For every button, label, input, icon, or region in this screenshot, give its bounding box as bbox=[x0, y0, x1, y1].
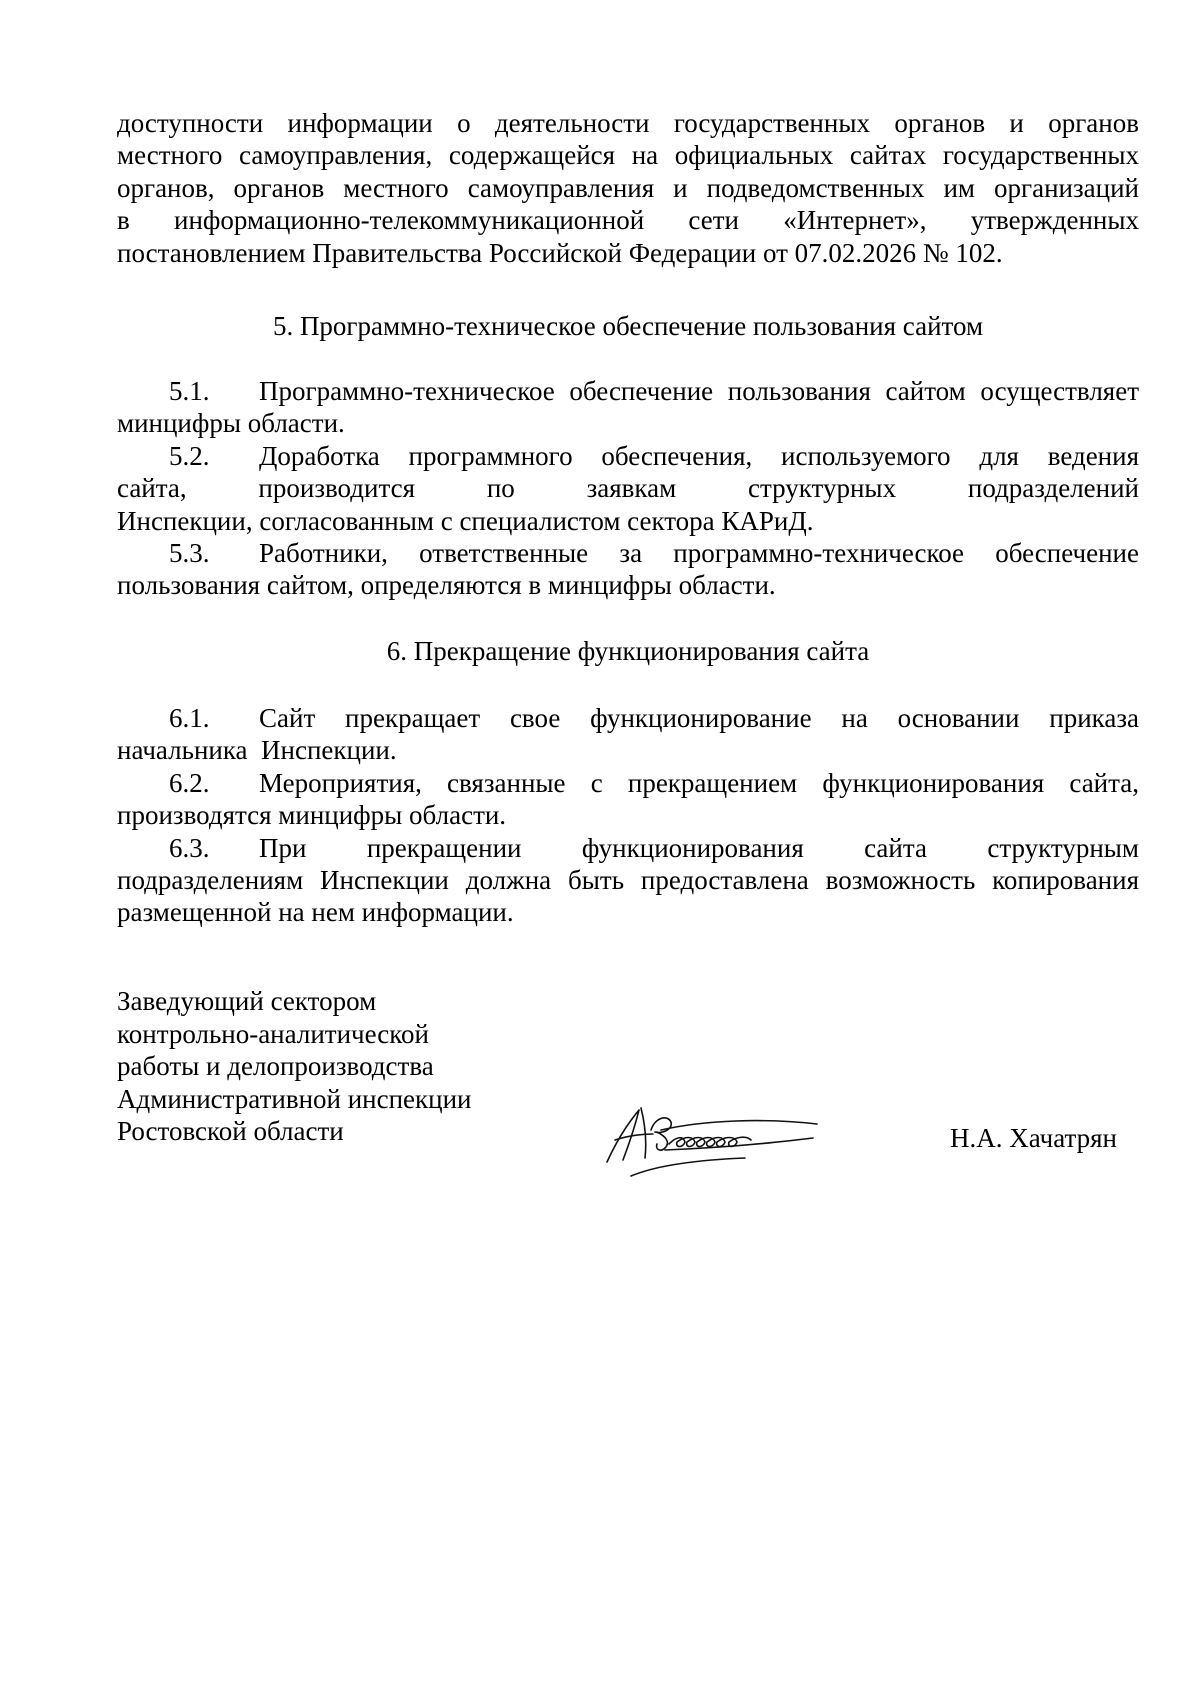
clause-first-line: Доработка программного обеспечения, используемого для ведения bbox=[259, 440, 1139, 471]
clause-5-3 bbox=[117, 537, 1139, 602]
clause-first-line: Работники, ответственные за программно-техническое обеспечение bbox=[259, 538, 1139, 569]
clause-number: 5.2. bbox=[169, 440, 210, 471]
intro-line: в информационно-телекоммуникационной сети «Интернет», утвержденных bbox=[117, 205, 1139, 236]
clause-number: 6.1. bbox=[169, 703, 210, 733]
clause-first-line: Сайт прекращает свое функционирование на основании приказа bbox=[259, 703, 1139, 733]
position-line: контрольно-аналитической bbox=[117, 1018, 429, 1049]
position-line: Заведующий сектором bbox=[117, 986, 377, 1016]
clause-text bbox=[117, 472, 1139, 537]
clause-6-3 bbox=[117, 832, 1139, 929]
clause-number: 5.3. bbox=[169, 538, 210, 569]
intro-line: местного самоуправления, содержащейся на официальных сайтах государственных bbox=[117, 140, 1139, 171]
clause-line: начальника Инспекции. bbox=[117, 735, 397, 766]
clause-number: 5.1. bbox=[169, 376, 210, 406]
clause-text bbox=[117, 407, 1139, 439]
handwritten-signature bbox=[595, 1100, 825, 1180]
clause-6-1 bbox=[117, 702, 1139, 767]
clause-6-2 bbox=[117, 767, 1139, 832]
clause-line: пользования сайтом, определяются в минцифры области. bbox=[117, 570, 776, 601]
clause-text bbox=[117, 734, 1139, 766]
signatory-position bbox=[117, 985, 472, 1148]
clause-line: подразделениям Инспекции должна быть предоставлена возможность копирования bbox=[117, 865, 1139, 896]
section-5-body bbox=[117, 375, 1139, 602]
clause-line: размещенной на нем информации. bbox=[117, 897, 514, 928]
position-line: Ростовской области bbox=[117, 1116, 344, 1146]
clause-first-line: При прекращении функционирования сайта структурным bbox=[259, 832, 1139, 863]
clause-line: производятся минцифры области. bbox=[117, 800, 507, 831]
position-line: Административной инспекции bbox=[117, 1083, 472, 1114]
clause-line: Инспекции, согласованным с специалистом сектора КАРиД. bbox=[117, 505, 814, 536]
clause-text bbox=[117, 799, 1139, 831]
clause-5-2 bbox=[117, 440, 1139, 537]
clause-text bbox=[117, 569, 1139, 601]
clause-first-line: Мероприятия, связанные с прекращением функционирования сайта, bbox=[259, 767, 1139, 798]
clause-line: сайта, производится по заявкам структурных подразделений bbox=[117, 473, 1139, 504]
intro-line: органов, органов местного самоуправления и подведомственных им организаций bbox=[117, 172, 1139, 203]
section-5-heading: 5. Программно-техническое обеспечение пользования сайтом bbox=[272, 311, 984, 341]
intro-line: доступности информации о деятельности государственных органов и органов bbox=[117, 108, 1139, 138]
intro-line: постановлением Правительства Российской Федерации от 07.02.2026 № 102. bbox=[117, 237, 1003, 268]
position-line: работы и делопроизводства bbox=[117, 1051, 434, 1081]
clause-number: 6.3. bbox=[169, 832, 210, 863]
clause-text bbox=[117, 864, 1139, 929]
intro-paragraph bbox=[117, 107, 1139, 269]
section-6-body bbox=[117, 702, 1139, 929]
clause-first-line: Программно-техническое обеспечение пользования сайтом осуществляет bbox=[259, 376, 1139, 406]
clause-5-1 bbox=[117, 375, 1139, 440]
clause-line: минцифры области. bbox=[117, 408, 345, 439]
clause-number: 6.2. bbox=[169, 767, 210, 798]
section-6-heading: 6. Прекращение функционирования сайта bbox=[386, 636, 870, 666]
signatory-name: Н.А. Хачатрян bbox=[950, 1123, 1118, 1153]
